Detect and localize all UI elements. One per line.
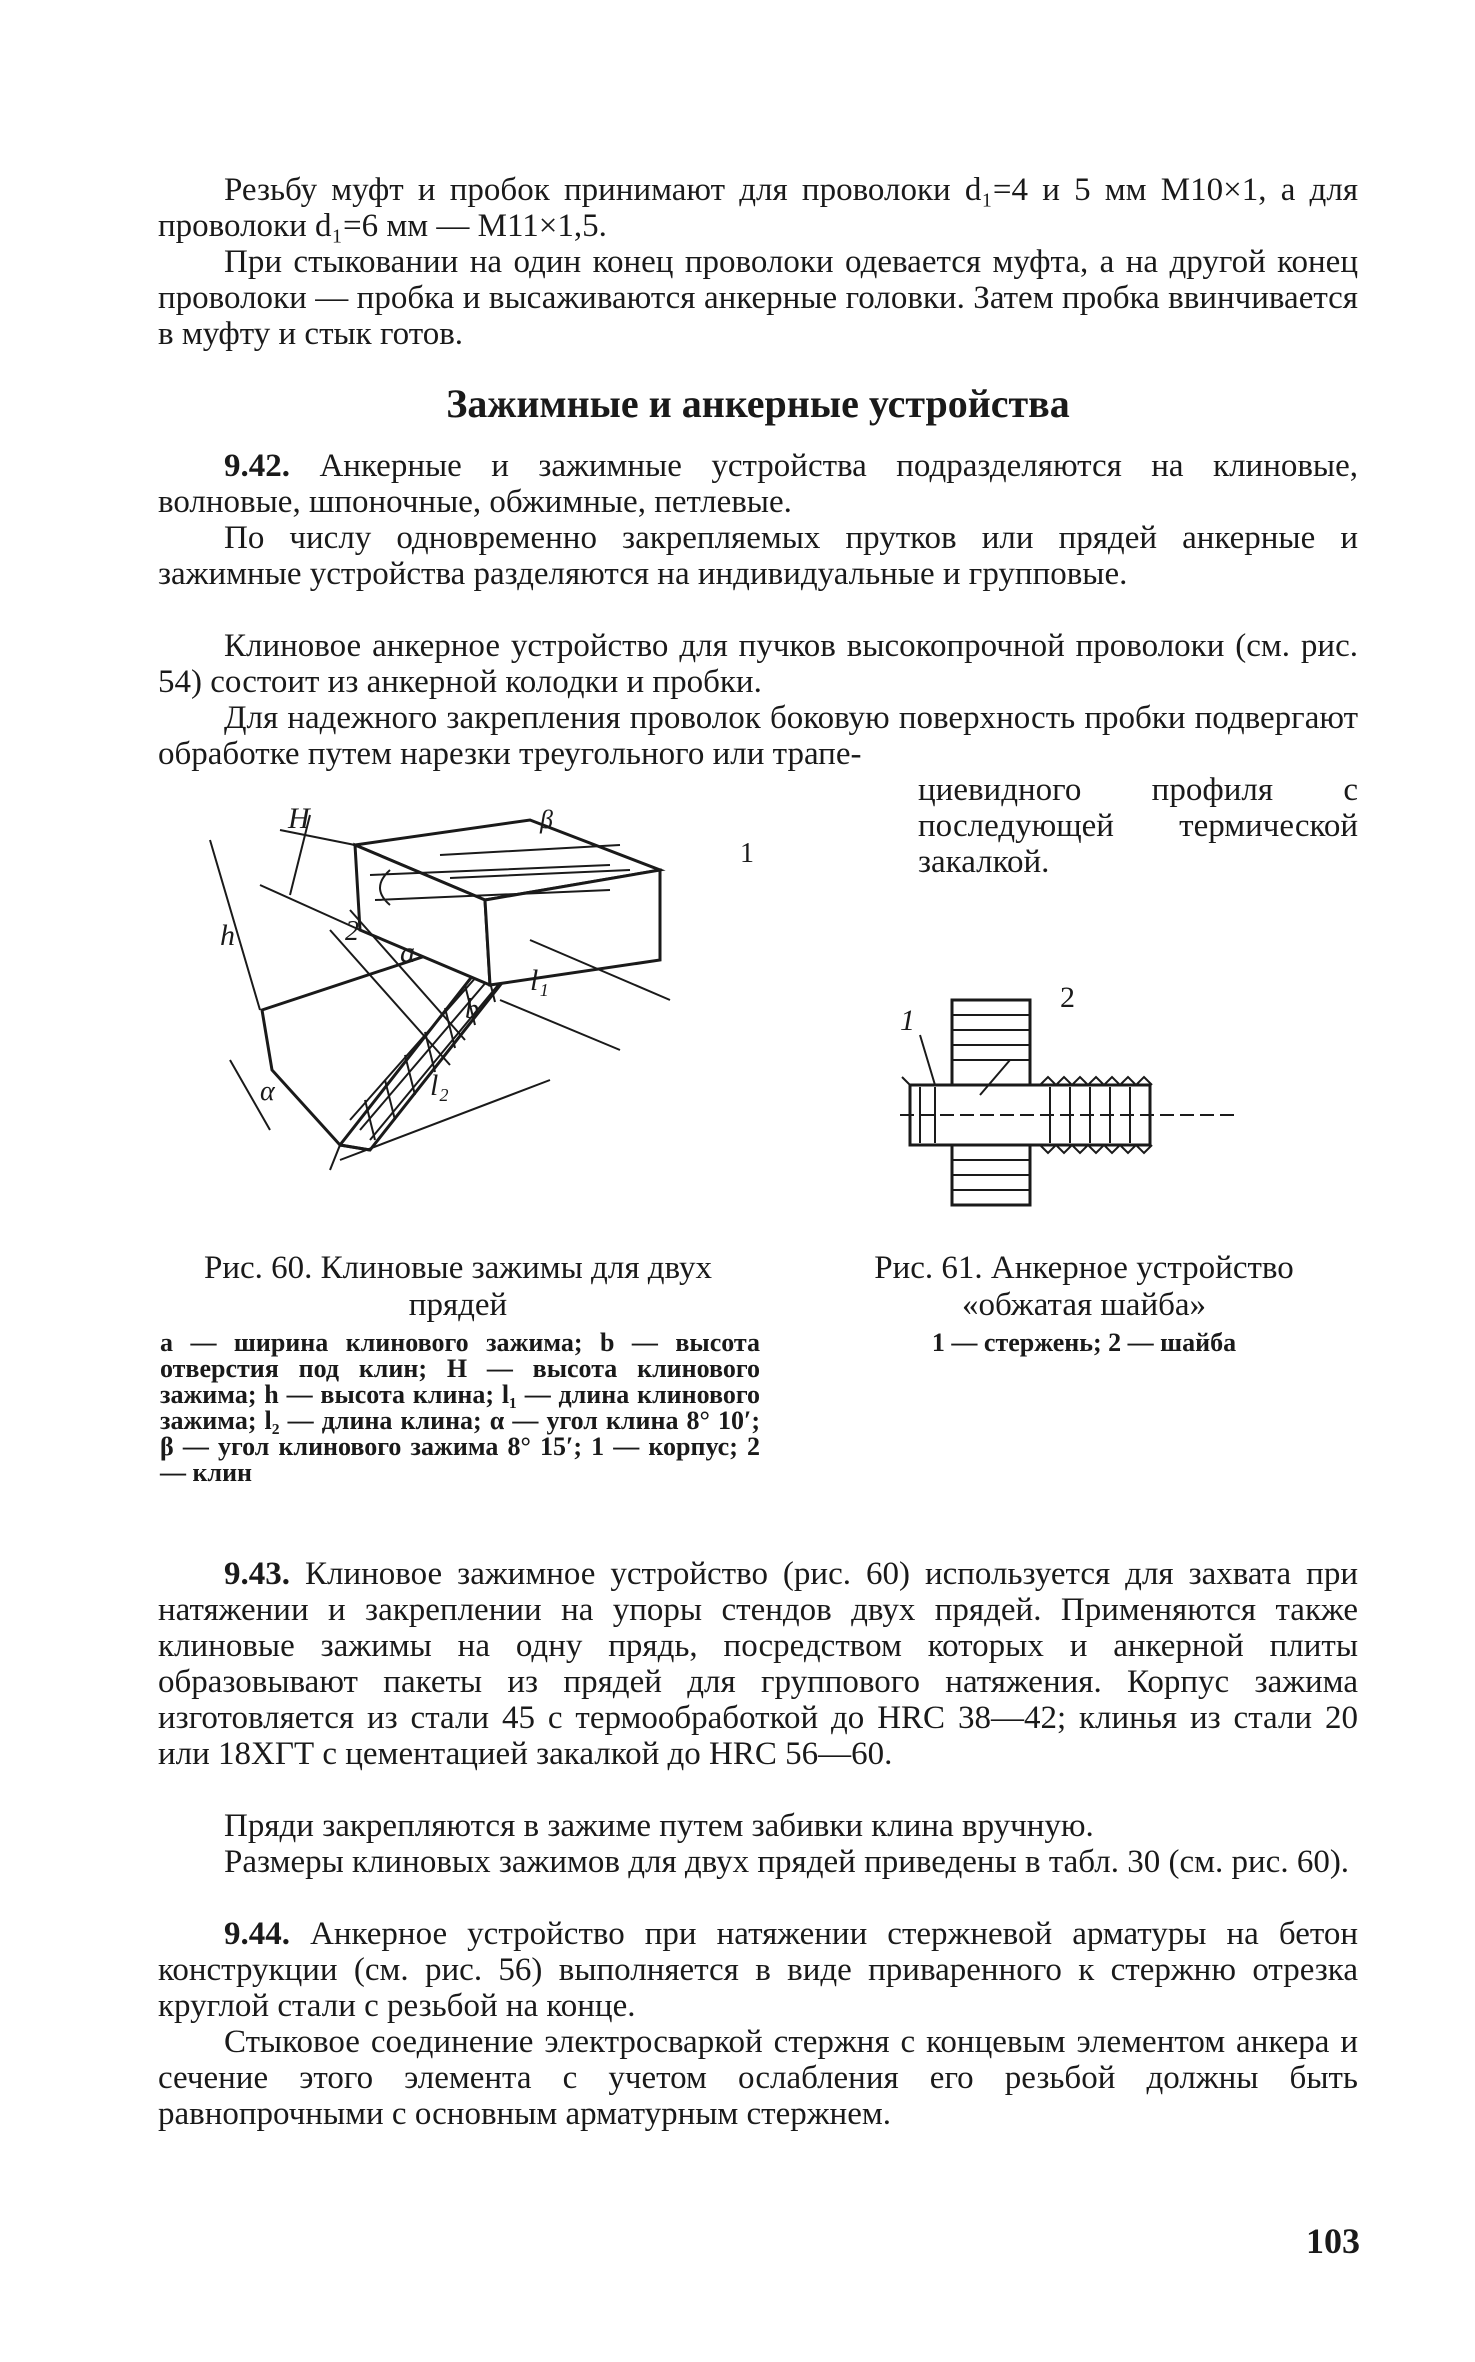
label-two: 2 xyxy=(1060,981,1075,1014)
paragraph-grouping: По числу одновременно закрепляемых прутков или прядей анкерные и зажимные устройства разделяются на индивидуальные и групповые. xyxy=(158,520,1358,592)
label-l1: l₁ xyxy=(530,964,549,997)
figure-60-legend: a — ширина клинового зажима; b — высота отверстия под клин; H — высота клинового зажима; h — высота клина; l₁ — длина клинового зажима; l₂ — длина клина; α — угол клина 8° 10′; β — угол клинового зажима 8° 15′; 1 — корпус; 2 — клин xyxy=(160,1328,760,1487)
paragraph-9-43 xyxy=(158,1556,1358,1772)
label-b: b xyxy=(465,994,479,1025)
paragraph-sizes: Размеры клиновых зажимов для двух прядей приведены в табл. 30 (см. рис. 60). xyxy=(224,1844,1350,1880)
page-number: 103 xyxy=(1306,2221,1360,2261)
label-one: 1 xyxy=(900,1004,915,1037)
paragraph-9-42 xyxy=(158,448,1358,520)
clause-number: 9.42. xyxy=(224,448,290,484)
paragraph-thread-spec: Резьбу муфт и пробок принимают для проволоки d₁=4 и 5 мм М10×1, а для проволоки d₁=6 мм — М11×1,5. xyxy=(158,172,1358,244)
clause-number: 9.44. xyxy=(224,1916,290,1952)
paragraph-9-42-text: Анкерные и зажимные устройства подразделяются на клиновые, волновые, шпоночные, обжимные, петлевые. xyxy=(158,448,1359,520)
paragraph-9-44 xyxy=(158,1916,1358,2024)
label-h: h xyxy=(220,919,235,952)
label-beta: β xyxy=(540,805,553,834)
paragraph-9-43-text: Клиновое зажимное устройство (рис. 60) используется для захвата при натяжении и закреплении на упоры стендов двух прядей. Применяются также клиновые зажимы на одну прядь, посредством которых и анкерной плиты образовывают пакеты из прядей для группового натяжения. Корпус зажима изготовляется из стали 45 с термообработкой до HRC 38—42; клинья из стали 20 или 18ХГТ с цементацией закалкой до HRC 56—60. xyxy=(158,1556,1358,1772)
label-H: H xyxy=(288,802,310,835)
label-a: a xyxy=(400,936,415,969)
section-heading: Зажимные и анкерные устройства xyxy=(446,381,1070,426)
figure-61-drawing xyxy=(880,975,1280,1215)
figure-61-legend: 1 — стержень; 2 — шайба xyxy=(931,1328,1237,1357)
paragraph-9-44-text: Анкерное устройство при натяжении стержневой арматуры на бетон конструкции (см. рис. 56) выполняется в виде приваренного к стержню отрезка круглой стали с резьбой на конце. xyxy=(158,1916,1359,2024)
paragraph-fixing-a: Для надежного закрепления проволок боковую поверхность пробки подвергают обработке путем нарезки треугольного или трапе- xyxy=(158,700,1358,772)
paragraph-splicing: При стыковании на один конец проволоки одевается муфта, а на другой конец проволоки — пробка и высаживаются анкерные головки. Затем пробка ввинчивается в муфту и стык готов. xyxy=(158,244,1358,352)
paragraph-manual-wedging: Пряди закрепляются в зажиме путем забивки клина вручную. xyxy=(224,1808,1094,1844)
label-l2: l₂ xyxy=(430,1069,449,1102)
label-alpha: α xyxy=(260,1076,275,1107)
paragraph-fixing-b: циевидного профиля с последующей термической закалкой. xyxy=(918,772,1358,880)
figure-60-caption: Рис. 60. Клиновые зажимы для двух прядей xyxy=(204,1250,712,1323)
paragraph-butt-joint: Стыковое соединение электросваркой стержня с концевым элементом анкера и сечение этого элемента с учетом ослабления его резьбой должны быть равнопрочными с основным арматурным стержнем. xyxy=(158,2024,1358,2132)
clause-number: 9.43. xyxy=(224,1556,290,1592)
figure-60-drawing xyxy=(200,800,800,1200)
label-two: 2 xyxy=(345,916,359,947)
label-one: 1 xyxy=(740,838,754,869)
paragraph-wedge-anchor: Клиновое анкерное устройство для пучков высокопрочной проволоки (см. рис. 54) состоит из анкерной колодки и пробки. xyxy=(158,628,1358,700)
figure-61-caption: Рис. 61. Анкерное устройство «обжатая шайба» xyxy=(874,1250,1294,1323)
